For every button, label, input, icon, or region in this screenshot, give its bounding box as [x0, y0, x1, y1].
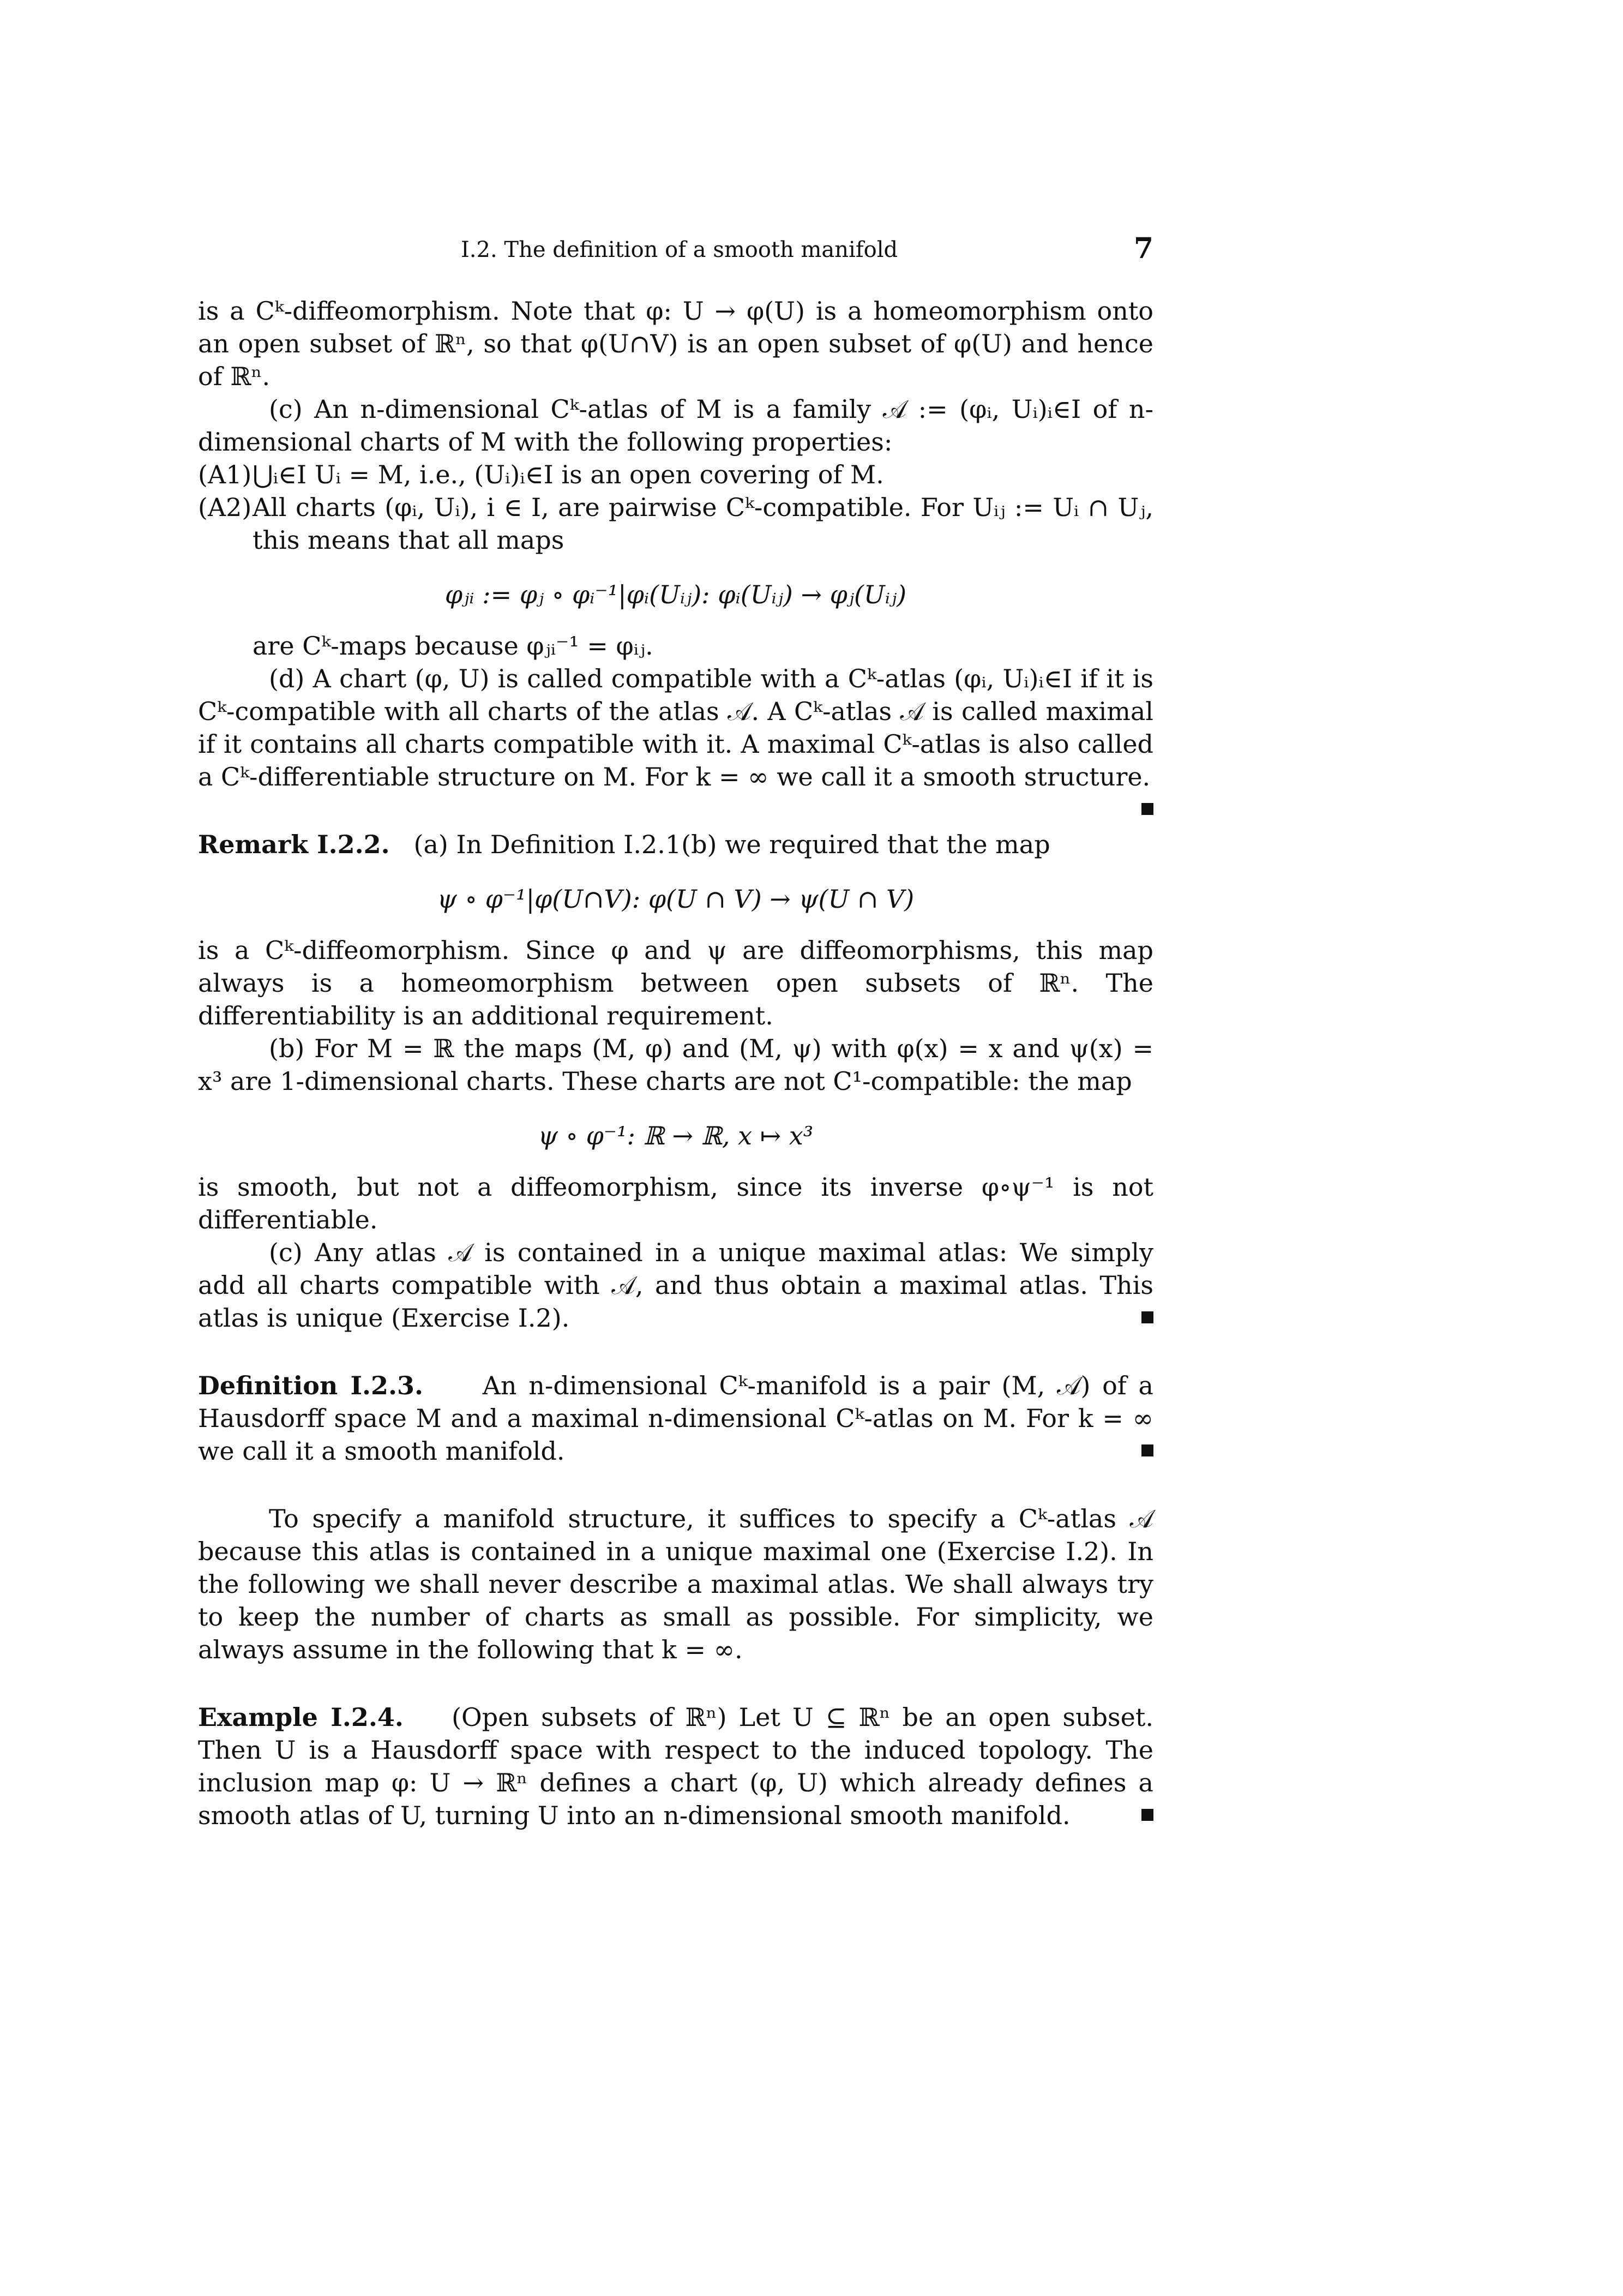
definition-text: An n-dimensional Cᵏ-manifold is a pair (M, 𝒜) of a Hausdorff space M and a maximal n-dimensional Cᵏ-atlas on M. For k = ∞ we call it a smooth manifold. [198, 1371, 1153, 1466]
end-of-definition-icon [1141, 803, 1153, 815]
remark-text: (a) In Definition I.2.1(b) we required that the map [413, 830, 1050, 859]
end-of-example-icon [1141, 1809, 1153, 1821]
example-paragraph [198, 1701, 1153, 1832]
paragraph-manifold-structure: To specify a manifold structure, it suffices to specify a Cᵏ-atlas 𝒜 because this atlas is contained in a unique maximal one (Exercise I.2). In the following we shall never describe a maximal atlas. We shall always try to keep the number of charts as small as possible. For simplicity, we always assume in the following that k = ∞. [198, 1504, 1153, 1664]
paragraph-ck-maps: are Cᵏ-maps because φⱼᵢ⁻¹ = φᵢⱼ. [253, 631, 653, 661]
paragraph-compatible-chart-text: (d) A chart (φ, U) is called compatible with a Cᵏ-atlas (φᵢ, Uᵢ)ᵢ∈I if it is Cᵏ-compatible with all charts of the atlas 𝒜. A Cᵏ-atlas 𝒜 is called maximal if it contains all charts compatible with it. A maximal Cᵏ-atlas is also called a Cᵏ-differentiable structure on M. For k = ∞ we call it a smooth structure. [198, 664, 1153, 792]
property-a1 [198, 458, 1153, 491]
paragraph-homeomorphism: is a Cᵏ-diffeomorphism. Since φ and ψ are diffeomorphisms, this map always is a homeomorphism between open subsets of ℝⁿ. The differentiability is an additional requirement. [198, 936, 1153, 1030]
equation-composition-map: ψ ∘ φ⁻¹|φ(U∩V): φ(U ∩ V) → ψ(U ∩ V) [437, 884, 915, 914]
spacer [198, 1467, 1153, 1502]
property-a1-label: (A1) [198, 460, 252, 489]
definition-label: Definition I.2.3. [198, 1371, 424, 1400]
paragraph-maximal-atlas [198, 1236, 1153, 1334]
property-a2 [198, 491, 1153, 556]
spacer [198, 793, 1153, 828]
equation-transition-map: φⱼᵢ := φⱼ ∘ φᵢ⁻¹|φᵢ(Uᵢⱼ): φᵢ(Uᵢⱼ) → φⱼ(Uᵢⱼ) [444, 580, 907, 609]
end-of-definition-icon [1141, 1444, 1153, 1456]
paragraph-maximal-atlas-text: (c) Any atlas 𝒜 is contained in a unique maximal atlas: We simply add all charts compatible with 𝒜, and thus obtain a maximal atlas. This atlas is unique (Exercise I.2). [198, 1238, 1153, 1333]
paragraph-charts-example: (b) For M = ℝ the maps (M, φ) and (M, ψ) with φ(x) = x and ψ(x) = x³ are 1-dimensional charts. These charts are not C¹-compatible: the map [198, 1034, 1153, 1096]
property-a1-text: ⋃ᵢ∈I Uᵢ = M, i.e., (Uᵢ)ᵢ∈I is an open covering of M. [253, 460, 884, 489]
property-a2-text: All charts (φᵢ, Uᵢ), i ∈ I, are pairwise Cᵏ-compatible. For Uᵢⱼ := Uᵢ ∩ Uⱼ, this means that all maps [253, 493, 1153, 555]
paragraph-compatible-chart [198, 662, 1153, 793]
spacer [198, 1334, 1153, 1369]
equation-cube-map: ψ ∘ φ⁻¹: ℝ → ℝ, x ↦ x³ [538, 1121, 814, 1150]
property-a2-label: (A2) [198, 493, 252, 522]
paragraph-atlas-definition: (c) An n-dimensional Cᵏ-atlas of M is a family 𝒜 := (φᵢ, Uᵢ)ᵢ∈I of n-dimensional charts of M with the following properties: [198, 394, 1153, 457]
end-of-remark-icon [1141, 1311, 1153, 1323]
example-text: (Open subsets of ℝⁿ) Let U ⊆ ℝⁿ be an open subset. Then U is a Hausdorff space with respect to the induced topology. The inclusion map φ: U → ℝⁿ defines a chart (φ, U) which already defines a smooth atlas of U, turning U into an n-dimensional smooth manifold. [198, 1702, 1153, 1830]
running-header [461, 232, 1153, 270]
definition-paragraph [198, 1369, 1153, 1467]
paragraph-not-diffeomorphism: is smooth, but not a diffeomorphism, since its inverse φ∘ψ⁻¹ is not differentiable. [198, 1172, 1153, 1234]
page-number: 7 [1133, 232, 1153, 265]
paragraph-diffeomorphism: is a Cᵏ-diffeomorphism. Note that φ: U → φ(U) is a homeomorphism onto an open subset of ℝⁿ, so that φ(U∩V) is an open subset of φ(U) and hence of ℝⁿ. [198, 296, 1153, 391]
remark-paragraph [198, 828, 1153, 861]
section-title: I.2. The definition of a smooth manifold [461, 237, 898, 262]
page-body [198, 295, 1153, 1832]
spacer [198, 1666, 1153, 1701]
remark-label: Remark I.2.2. [198, 830, 390, 859]
example-label: Example I.2.4. [198, 1702, 404, 1732]
